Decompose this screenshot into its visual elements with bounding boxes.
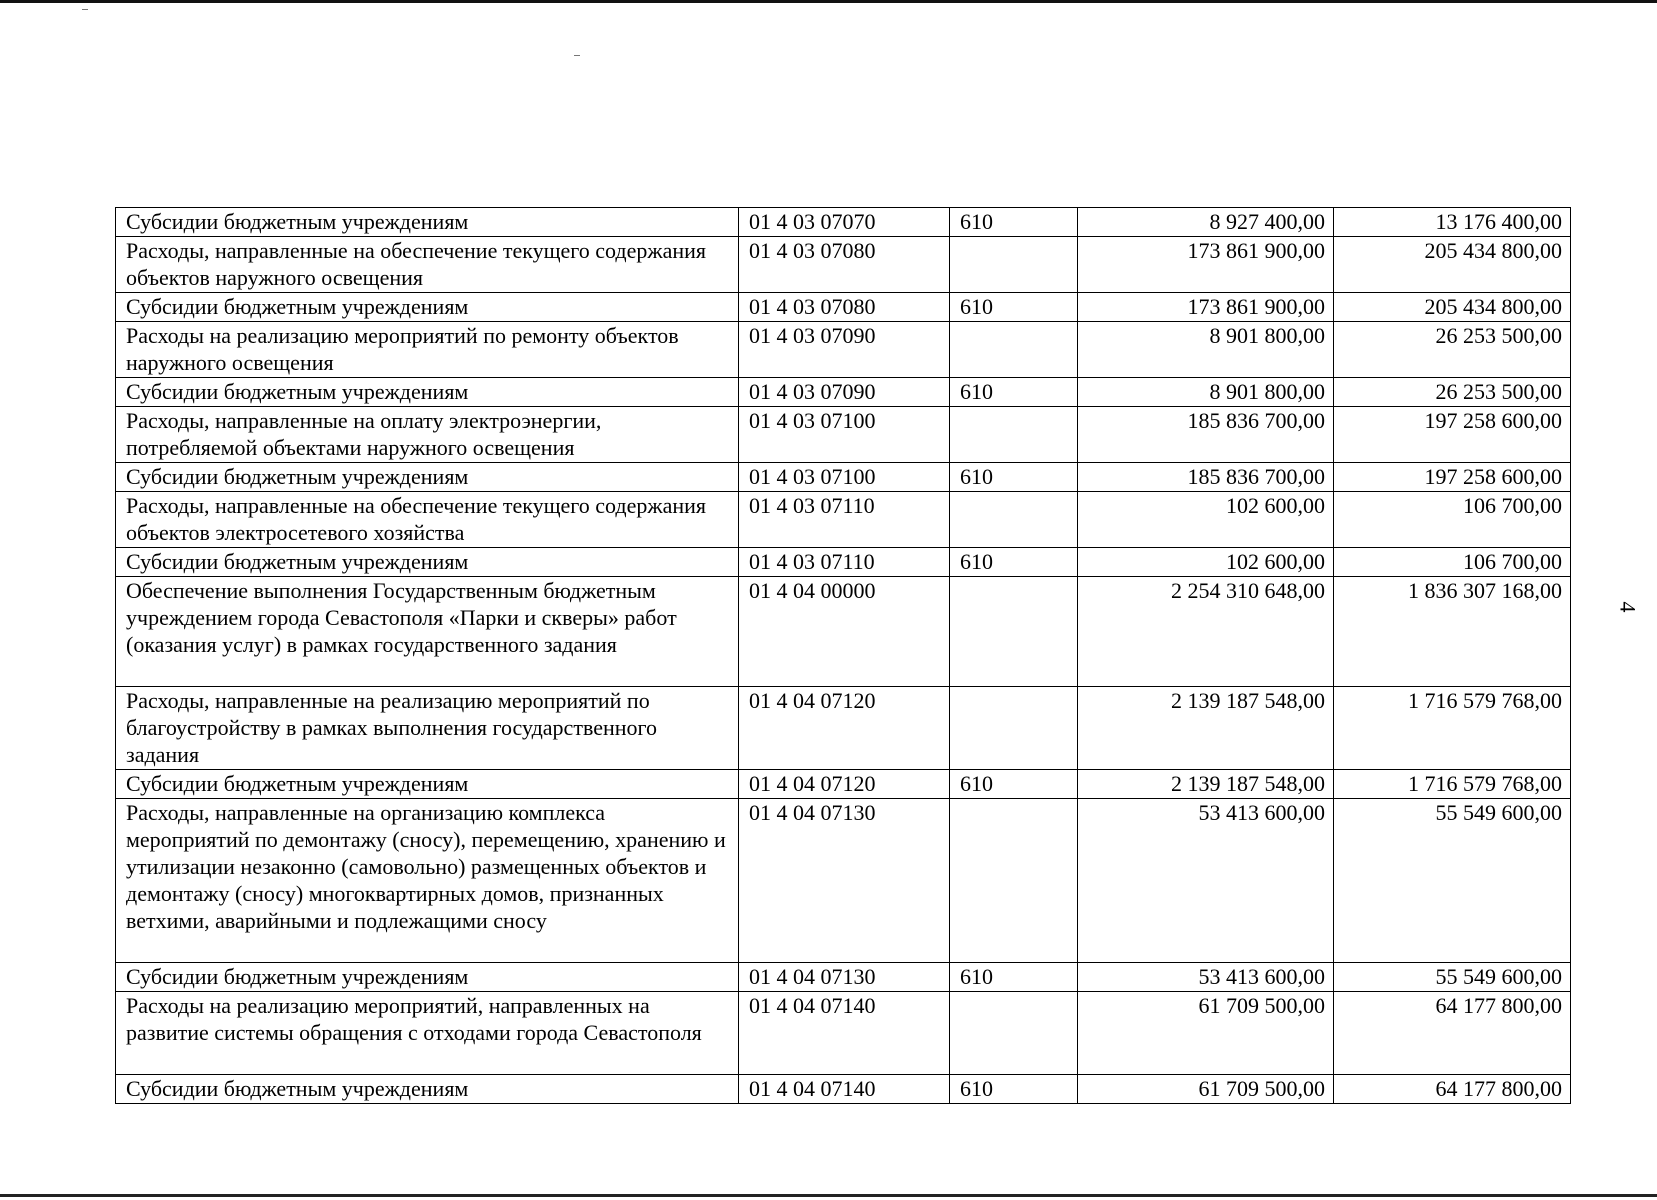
table-row bbox=[116, 799, 1571, 963]
target-code-cell: 01 4 04 07140 bbox=[739, 992, 950, 1075]
amount-year2-cell: 13 176 400,00 bbox=[1334, 208, 1571, 237]
table-row bbox=[116, 1075, 1571, 1104]
expense-type-cell bbox=[950, 799, 1078, 963]
expense-type-cell bbox=[950, 322, 1078, 378]
amount-year1-cell: 102 600,00 bbox=[1078, 492, 1334, 548]
target-code-cell: 01 4 03 07080 bbox=[739, 237, 950, 293]
amount-year1-cell: 53 413 600,00 bbox=[1078, 963, 1334, 992]
amount-year2-cell: 205 434 800,00 bbox=[1334, 237, 1571, 293]
target-code-cell: 01 4 03 07110 bbox=[739, 548, 950, 577]
expense-type-cell bbox=[950, 992, 1078, 1075]
table-row bbox=[116, 548, 1571, 577]
budget-table-body bbox=[116, 208, 1571, 1104]
amount-year2-cell: 197 258 600,00 bbox=[1334, 463, 1571, 492]
scan-speck bbox=[82, 9, 88, 10]
amount-year2-cell: 205 434 800,00 bbox=[1334, 293, 1571, 322]
target-code-cell: 01 4 03 07110 bbox=[739, 492, 950, 548]
amount-year2-cell: 26 253 500,00 bbox=[1334, 378, 1571, 407]
table-row bbox=[116, 208, 1571, 237]
amount-year1-cell: 185 836 700,00 bbox=[1078, 407, 1334, 463]
table-row bbox=[116, 992, 1571, 1075]
amount-year2-cell: 55 549 600,00 bbox=[1334, 963, 1571, 992]
amount-year2-cell: 1 716 579 768,00 bbox=[1334, 687, 1571, 770]
amount-year1-cell: 2 139 187 548,00 bbox=[1078, 687, 1334, 770]
target-code-cell: 01 4 04 00000 bbox=[739, 577, 950, 687]
table-row bbox=[116, 407, 1571, 463]
expense-name-cell: Расходы, направленные на реализацию мероприятий по благоустройству в рамках выполнения государственного задания bbox=[116, 687, 739, 770]
table-row bbox=[116, 463, 1571, 492]
table-row bbox=[116, 322, 1571, 378]
page-number: 4 bbox=[1615, 601, 1641, 613]
expense-type-cell: 610 bbox=[950, 378, 1078, 407]
amount-year1-cell: 185 836 700,00 bbox=[1078, 463, 1334, 492]
expense-name-cell: Обеспечение выполнения Государственным бюджетным учреждением города Севастополя «Парки и скверы» работ (оказания услуг) в рамках государственного задания bbox=[116, 577, 739, 687]
expense-name-cell: Субсидии бюджетным учреждениям bbox=[116, 548, 739, 577]
expense-name-cell: Субсидии бюджетным учреждениям bbox=[116, 770, 739, 799]
expense-type-cell: 610 bbox=[950, 1075, 1078, 1104]
amount-year2-cell: 106 700,00 bbox=[1334, 492, 1571, 548]
expense-name-cell: Субсидии бюджетным учреждениям bbox=[116, 378, 739, 407]
amount-year1-cell: 53 413 600,00 bbox=[1078, 799, 1334, 963]
amount-year1-cell: 2 139 187 548,00 bbox=[1078, 770, 1334, 799]
expense-name-cell: Субсидии бюджетным учреждениям bbox=[116, 293, 739, 322]
target-code-cell: 01 4 04 07130 bbox=[739, 799, 950, 963]
amount-year2-cell: 197 258 600,00 bbox=[1334, 407, 1571, 463]
scan-edge-bottom bbox=[0, 1194, 1657, 1197]
amount-year1-cell: 8 901 800,00 bbox=[1078, 322, 1334, 378]
amount-year2-cell: 64 177 800,00 bbox=[1334, 1075, 1571, 1104]
target-code-cell: 01 4 03 07070 bbox=[739, 208, 950, 237]
target-code-cell: 01 4 04 07130 bbox=[739, 963, 950, 992]
expense-name-cell: Субсидии бюджетным учреждениям bbox=[116, 208, 739, 237]
expense-name-cell: Расходы на реализацию мероприятий, направленных на развитие системы обращения с отходами города Севастополя bbox=[116, 992, 739, 1075]
expense-type-cell: 610 bbox=[950, 293, 1078, 322]
table-row bbox=[116, 237, 1571, 293]
expense-name-cell: Субсидии бюджетным учреждениям bbox=[116, 963, 739, 992]
expense-name-cell: Расходы, направленные на оплату электроэнергии, потребляемой объектами наружного освещения bbox=[116, 407, 739, 463]
expense-name-cell: Расходы на реализацию мероприятий по ремонту объектов наружного освещения bbox=[116, 322, 739, 378]
scan-edge-top bbox=[0, 0, 1657, 3]
table-row bbox=[116, 770, 1571, 799]
expense-type-cell: 610 bbox=[950, 548, 1078, 577]
amount-year1-cell: 102 600,00 bbox=[1078, 548, 1334, 577]
expense-name-cell: Субсидии бюджетным учреждениям bbox=[116, 463, 739, 492]
target-code-cell: 01 4 03 07080 bbox=[739, 293, 950, 322]
amount-year2-cell: 55 549 600,00 bbox=[1334, 799, 1571, 963]
expense-type-cell: 610 bbox=[950, 208, 1078, 237]
amount-year2-cell: 1 716 579 768,00 bbox=[1334, 770, 1571, 799]
amount-year1-cell: 173 861 900,00 bbox=[1078, 293, 1334, 322]
table-row bbox=[116, 577, 1571, 687]
expense-type-cell: 610 bbox=[950, 963, 1078, 992]
table-row bbox=[116, 378, 1571, 407]
amount-year2-cell: 1 836 307 168,00 bbox=[1334, 577, 1571, 687]
table-row bbox=[116, 492, 1571, 548]
expense-type-cell bbox=[950, 687, 1078, 770]
amount-year2-cell: 106 700,00 bbox=[1334, 548, 1571, 577]
scan-speck bbox=[574, 55, 580, 56]
amount-year1-cell: 8 927 400,00 bbox=[1078, 208, 1334, 237]
expense-type-cell bbox=[950, 577, 1078, 687]
table-row bbox=[116, 963, 1571, 992]
target-code-cell: 01 4 03 07090 bbox=[739, 322, 950, 378]
amount-year2-cell: 64 177 800,00 bbox=[1334, 992, 1571, 1075]
expense-name-cell: Расходы, направленные на обеспечение текущего содержания объектов электросетевого хозяйства bbox=[116, 492, 739, 548]
amount-year2-cell: 26 253 500,00 bbox=[1334, 322, 1571, 378]
amount-year1-cell: 173 861 900,00 bbox=[1078, 237, 1334, 293]
expense-name-cell: Субсидии бюджетным учреждениям bbox=[116, 1075, 739, 1104]
table-row bbox=[116, 293, 1571, 322]
amount-year1-cell: 61 709 500,00 bbox=[1078, 1075, 1334, 1104]
target-code-cell: 01 4 03 07100 bbox=[739, 463, 950, 492]
expense-name-cell: Расходы, направленные на обеспечение текущего содержания объектов наружного освещения bbox=[116, 237, 739, 293]
target-code-cell: 01 4 04 07140 bbox=[739, 1075, 950, 1104]
amount-year1-cell: 2 254 310 648,00 bbox=[1078, 577, 1334, 687]
expense-type-cell bbox=[950, 492, 1078, 548]
amount-year1-cell: 8 901 800,00 bbox=[1078, 378, 1334, 407]
table-row bbox=[116, 687, 1571, 770]
expense-type-cell bbox=[950, 237, 1078, 293]
budget-table bbox=[115, 207, 1571, 1104]
amount-year1-cell: 61 709 500,00 bbox=[1078, 992, 1334, 1075]
expense-type-cell bbox=[950, 407, 1078, 463]
expense-type-cell: 610 bbox=[950, 463, 1078, 492]
target-code-cell: 01 4 03 07100 bbox=[739, 407, 950, 463]
expense-type-cell: 610 bbox=[950, 770, 1078, 799]
expense-name-cell: Расходы, направленные на организацию комплекса мероприятий по демонтажу (сносу), перемещению, хранению и утилизации незаконно (самовольно) размещенных объектов и демонтажу (сносу) многоквартирных домов, признанных ветхими, аварийными и подлежащими сносу bbox=[116, 799, 739, 963]
target-code-cell: 01 4 04 07120 bbox=[739, 770, 950, 799]
target-code-cell: 01 4 04 07120 bbox=[739, 687, 950, 770]
target-code-cell: 01 4 03 07090 bbox=[739, 378, 950, 407]
